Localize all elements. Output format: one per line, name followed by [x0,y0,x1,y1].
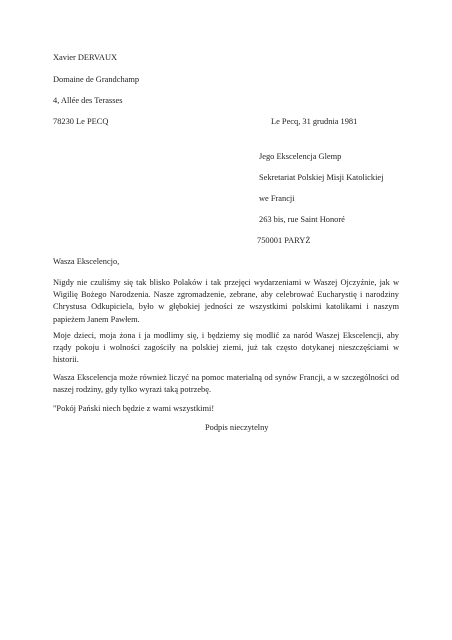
body-paragraph-2: Moje dzieci, moja żona i ja modlimy się, i będziemy się modlić za naród Waszej Ekscelencji, aby rządy pokoju i wolności zagościły na polskiej ziemi, już tak często dotykanej nieszczęściami w historii. [53,331,399,365]
body-paragraph-3: Wasza Ekscelencja może również liczyć na pomoc materialną od synów Francji, a w szczególności od naszej rodziny, gdy tylko wyrazi taką potrzebę. [53,373,399,395]
recipient-country: we Francji [259,194,295,203]
body-paragraph-1: Nigdy nie czuliśmy się tak blisko Polaków i tak przejęci wydarzeniami w Waszej Ojczyźnie, jak w Wigilię Bożego Narodzenia. Nasze zgromadzenie, zebrane, aby celebrować Eucharystię i narodziny Chrystusa Odkupiciela, było w głębokiej jedności ze wszystkimi polskimi katolikami i naszym papieżem Janem Pawłem. [53,278,399,324]
sender-city: 78230 Le PECQ [53,117,109,126]
signature: Podpis nieczytelny [205,423,269,432]
letter-date: Le Pecq, 31 grudnia 1981 [271,117,358,126]
recipient-street: 263 bis, rue Saint Honoré [259,215,345,224]
sender-address-line1: Domaine de Grandchamp [53,75,140,84]
sender-address-line2: 4, Allée des Terasses [53,96,123,105]
recipient-city: 750001 PARYŻ [257,236,311,245]
recipient-title: Sekretariat Polskiej Misji Katolickiej [259,173,384,182]
salutation: Wasza Ekscelencjo, [53,257,120,266]
closing-line: "Pokój Pański niech będzie z wami wszystkimi! [53,404,215,413]
recipient-name: Jego Ekscelencja Glemp [259,152,342,161]
sender-name: Xavier DERVAUX [53,53,118,62]
